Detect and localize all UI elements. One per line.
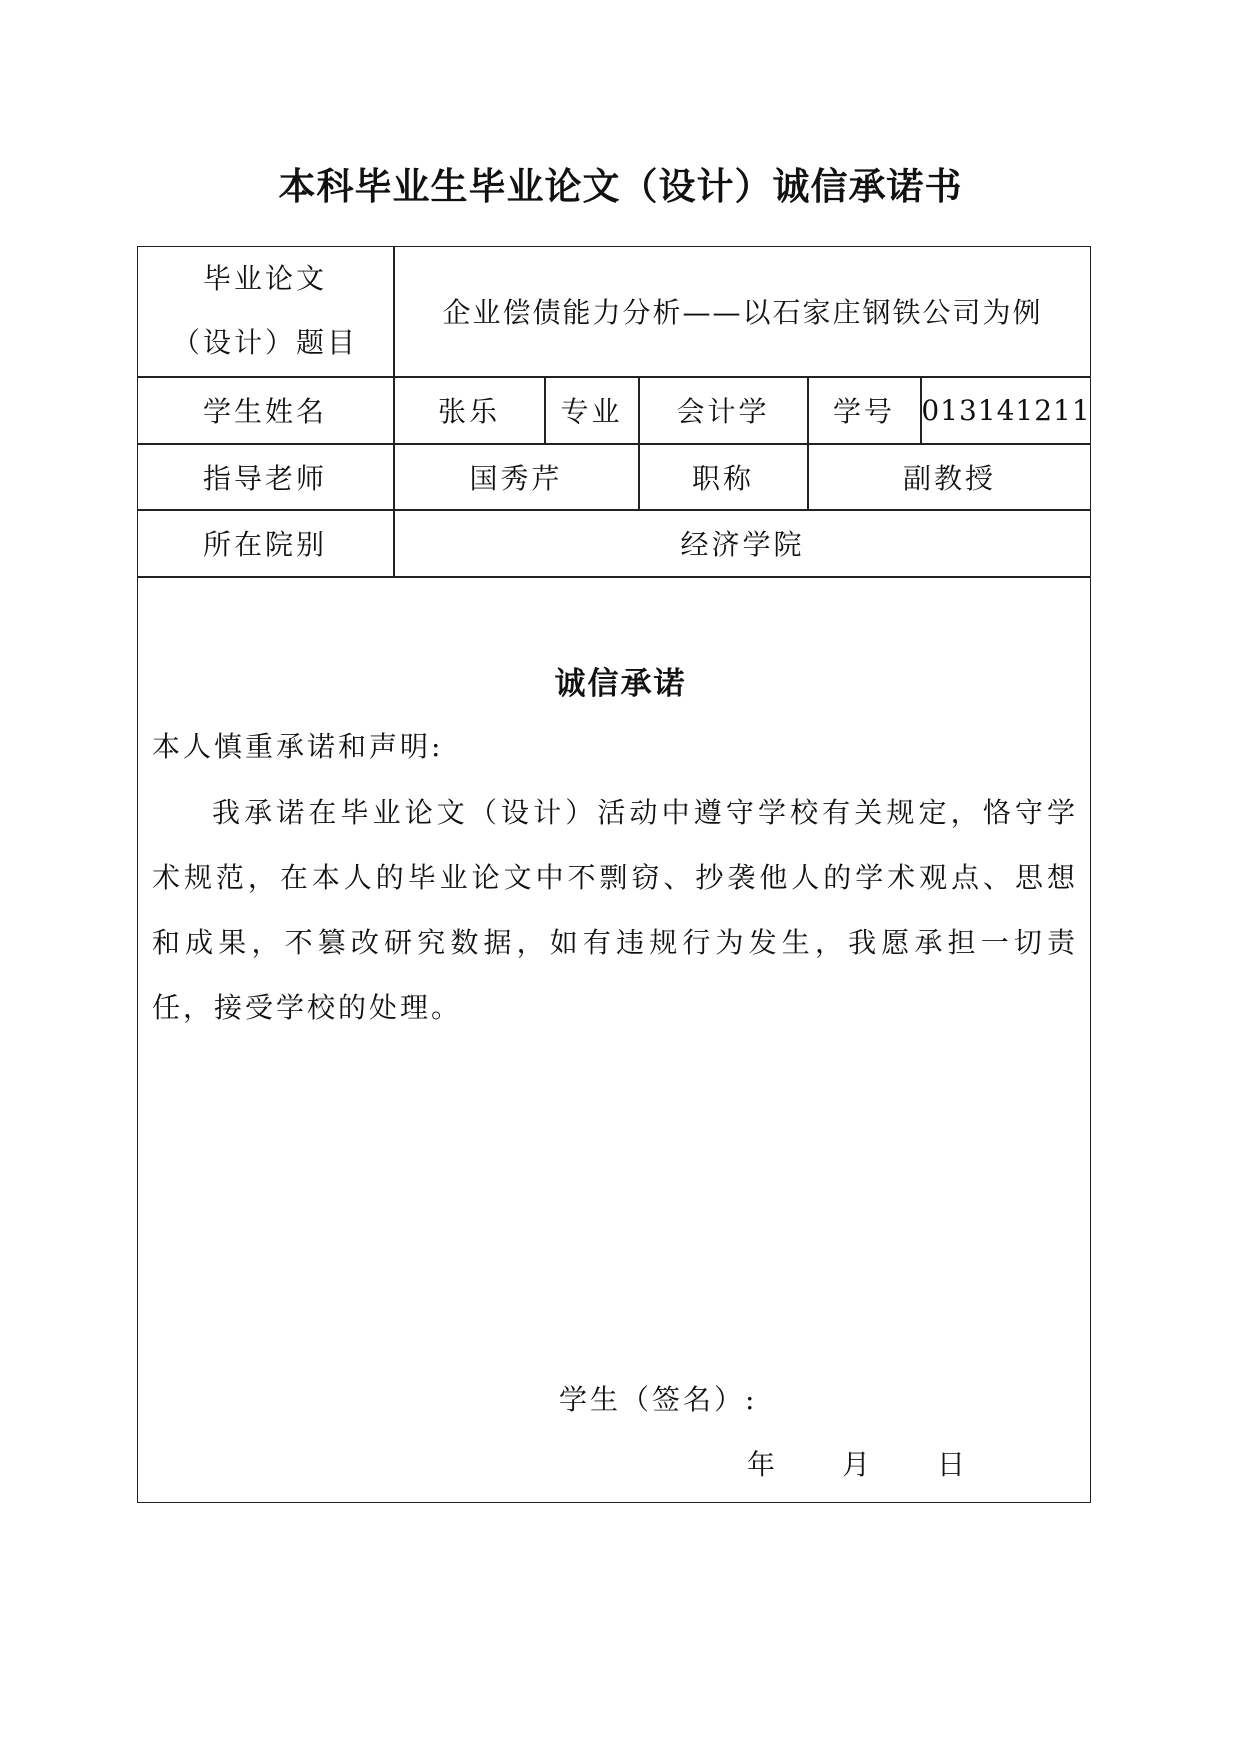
student-name-value: 张乐 [437, 395, 500, 428]
advisor-title-label: 职称 [691, 461, 754, 495]
signature-label: 学生（签名）: [559, 1383, 758, 1416]
major-value: 会计学 [676, 395, 770, 428]
college-label: 所在院别 [202, 528, 327, 561]
student-name-label: 学生姓名 [202, 395, 327, 428]
commitment-body: 我承诺在毕业论文（设计）活动中遵守学校有关规定，恪守学术规范，在本人的毕业论文中不剽窃、抄袭他人的学术观点、思想和成果，不篡改研究数据，如有违规行为发生，我愿承担一切责任，接受学校的处理。 [152, 796, 1078, 1024]
thesis-title-label [137, 246, 393, 376]
date-year-label: 年 [747, 1448, 776, 1481]
thesis-title-label-line2: （设计）题目 [171, 326, 358, 359]
thesis-title-value: 企业偿债能力分析——以石家庄钢铁公司为例 [442, 296, 1043, 329]
major-label: 专业 [560, 395, 623, 428]
row-divider [137, 576, 1091, 578]
page-title: 本科毕业生毕业论文（设计）诚信承诺书 [278, 165, 963, 208]
student-id-value: 013141211 [921, 393, 1091, 427]
date-month-label: 月 [842, 1448, 871, 1481]
commitment-intro: 本人慎重承诺和声明: [152, 730, 444, 763]
thesis-title-label-line1: 毕业论文 [202, 262, 327, 295]
commitment-heading: 诚信承诺 [554, 666, 687, 702]
date-day-label: 日 [937, 1448, 966, 1481]
student-id-label: 学号 [832, 395, 895, 428]
advisor-label: 指导老师 [202, 461, 327, 495]
college-value: 经济学院 [680, 528, 805, 561]
advisor-value: 国秀芹 [469, 461, 563, 495]
advisor-title-value: 副教授 [902, 461, 996, 495]
